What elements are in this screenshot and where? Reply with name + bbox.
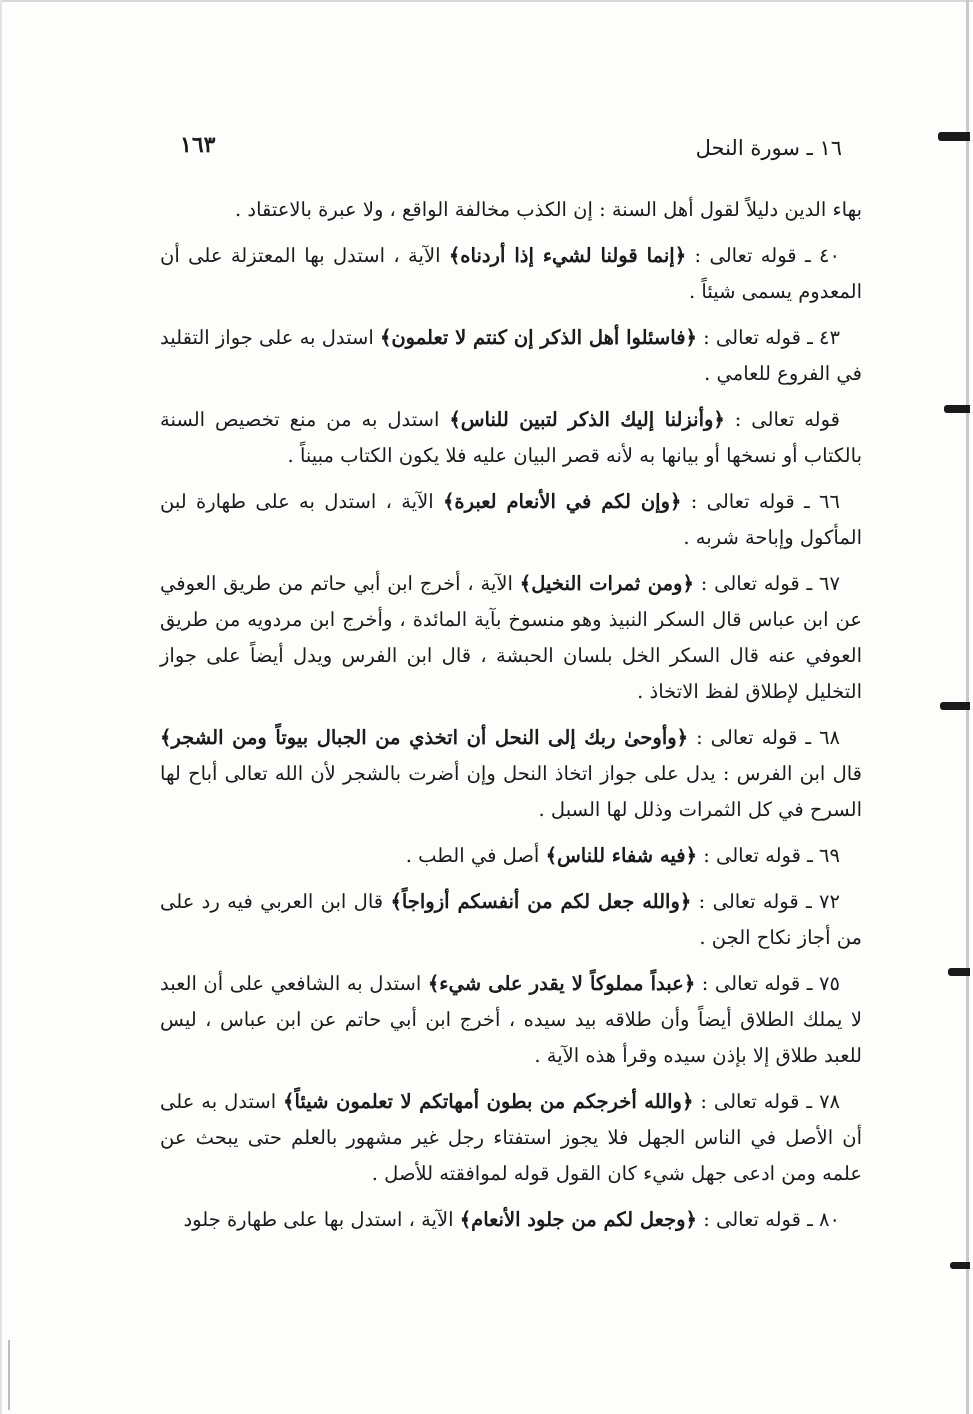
paragraph-text: استدل به من منع تخصيص السنة بالكتاب أو نسخها أو بيانها به لأنه قصر البيان عليه فلا يكون الكتاب مبيناً .: [160, 408, 862, 467]
quran-verse: ﴿فاسئلوا أهل الذكر إن كنتم لا تعلمون﴾: [379, 326, 697, 349]
paragraph: [160, 720, 862, 828]
quran-verse: ﴿وجعل لكم من جلود الأنعام﴾: [459, 1208, 697, 1231]
scan-edge-top: [0, 0, 973, 2]
paragraph-text: قال ابن الفرس : يدل على جواز اتخاذ النحل وإن أضرت بالشجر لأن الله تعالى أباح لها السرح في كل الثمرات وذلل لها السبل .: [160, 762, 862, 821]
scan-edge-bottom-left: [8, 1340, 10, 1410]
paragraph-text: الآية ، استدل بها على طهارة جلود: [183, 1208, 460, 1231]
paragraph-text: الآية ، أخرج ابن أبي حاتم من طريق العوفي عن ابن عباس قال السكر النبيذ وهو منسوخ بآية المائدة ، وأخرج ابن مردويه من طريق العوفي عنه قال السكر الخل بلسان الحبشة ، قال ابن الفرس ويدل أيضاً على جواز التخليل لإطلاق لفظ الاتخاذ .: [160, 572, 862, 703]
paragraph-text: قال ابن العربي فيه رد على من أجاز نكاح الجن .: [160, 890, 862, 949]
paragraph: [160, 838, 862, 874]
paragraph: [160, 566, 862, 710]
quran-verse: ﴿فيه شفاء للناس﴾: [545, 844, 697, 867]
quran-verse: ﴿والله أخرجكم من بطون أمهاتكم لا تعلمون شيئاً﴾: [283, 1090, 694, 1113]
surah-title: ١٦ ـ سورة النحل: [695, 136, 842, 160]
paragraph: [160, 402, 862, 474]
paragraph: [160, 1084, 862, 1192]
paragraph: [160, 320, 862, 392]
paragraph-text: استدل به على جواز التقليد في الفروع للعامي .: [160, 326, 862, 385]
paragraph-text: ٧٢ ـ قوله تعالى :: [691, 890, 840, 913]
paragraph-text: ٧٥ ـ قوله تعالى :: [695, 972, 840, 995]
page-number: ١٦٣: [180, 132, 216, 158]
quran-verse: ﴿والله جعل لكم من أنفسكم أزواجاً﴾: [390, 890, 692, 913]
margin-mark: [944, 405, 970, 413]
quran-verse: ﴿وأنزلنا إليك الذكر لتبين للناس﴾: [449, 408, 725, 431]
paragraph: [160, 1202, 862, 1238]
paragraph-text: أصل في الطب .: [405, 844, 546, 867]
paragraph-text: ٦٨ ـ قوله تعالى :: [688, 726, 841, 749]
paragraph: [160, 966, 862, 1074]
margin-mark: [938, 132, 970, 141]
paragraph-text: ٤٣ ـ قوله تعالى :: [696, 326, 840, 349]
paragraph-text: ٤٠ ـ قوله تعالى :: [686, 244, 840, 267]
paragraph: [160, 192, 862, 228]
paragraph-text: الآية ، استدل به على طهارة لبن المأكول وإباحة شربه .: [160, 490, 862, 549]
quran-verse: ﴿وأوحىٰ ربك إلى النحل أن اتخذي من الجبال بيوتاً ومن الشجر﴾: [160, 726, 689, 749]
quran-verse: ﴿ومن ثمرات النخيل﴾: [519, 572, 694, 595]
paragraph-text: الآية ، استدل بها المعتزلة على أن المعدوم يسمى شيئاً .: [160, 244, 862, 303]
quran-verse: ﴿عبداً مملوكاً لا يقدر على شيء﴾: [427, 972, 696, 995]
paragraph: [160, 484, 862, 556]
paragraph-text: استدل به على أن الأصل في الناس الجهل فلا يجوز استفتاء رجل غير مشهور بالعلم حتى يبحث عن علمه ومن ادعى جهل شيء كان القول قوله لموافقته للأصل .: [160, 1090, 862, 1185]
paragraph-text: قوله تعالى :: [724, 408, 840, 431]
margin-mark: [950, 1262, 970, 1269]
paragraph-text: ٧٨ ـ قوله تعالى :: [693, 1090, 841, 1113]
paragraph-text: ٦٧ ـ قوله تعالى :: [693, 572, 840, 595]
paragraph: [160, 238, 862, 310]
paragraph-text: بهاء الدين دليلاً لقول أهل السنة : إن الكذب مخالفة الواقع ، ولا عبرة بالاعتقاد .: [235, 198, 862, 221]
paragraph-text: استدل به الشافعي على أن العبد لا يملك الطلاق أيضاً وأن طلاقه بيد سيده ، أخرج ابن أبي حاتم عن ابن عباس ، ليس للعبد طلاق إلا بإذن سيده وقرأ هذه الآية .: [160, 972, 862, 1067]
paragraph-text: ٦٦ ـ قوله تعالى :: [681, 490, 840, 513]
scan-edge-left: [0, 0, 2, 1414]
page-header: [160, 130, 860, 170]
quran-verse: ﴿إنما قولنا لشيء إذا أردناه﴾: [448, 244, 687, 267]
margin-mark: [948, 968, 970, 976]
margin-mark: [940, 702, 970, 710]
paragraph-text: ٦٩ ـ قوله تعالى :: [697, 844, 840, 867]
quran-verse: ﴿وإن لكم في الأنعام لعبرة﴾: [442, 490, 682, 513]
paragraph-text: ٨٠ ـ قوله تعالى :: [697, 1208, 840, 1231]
body-text: [160, 192, 862, 1248]
paragraph: [160, 884, 862, 956]
